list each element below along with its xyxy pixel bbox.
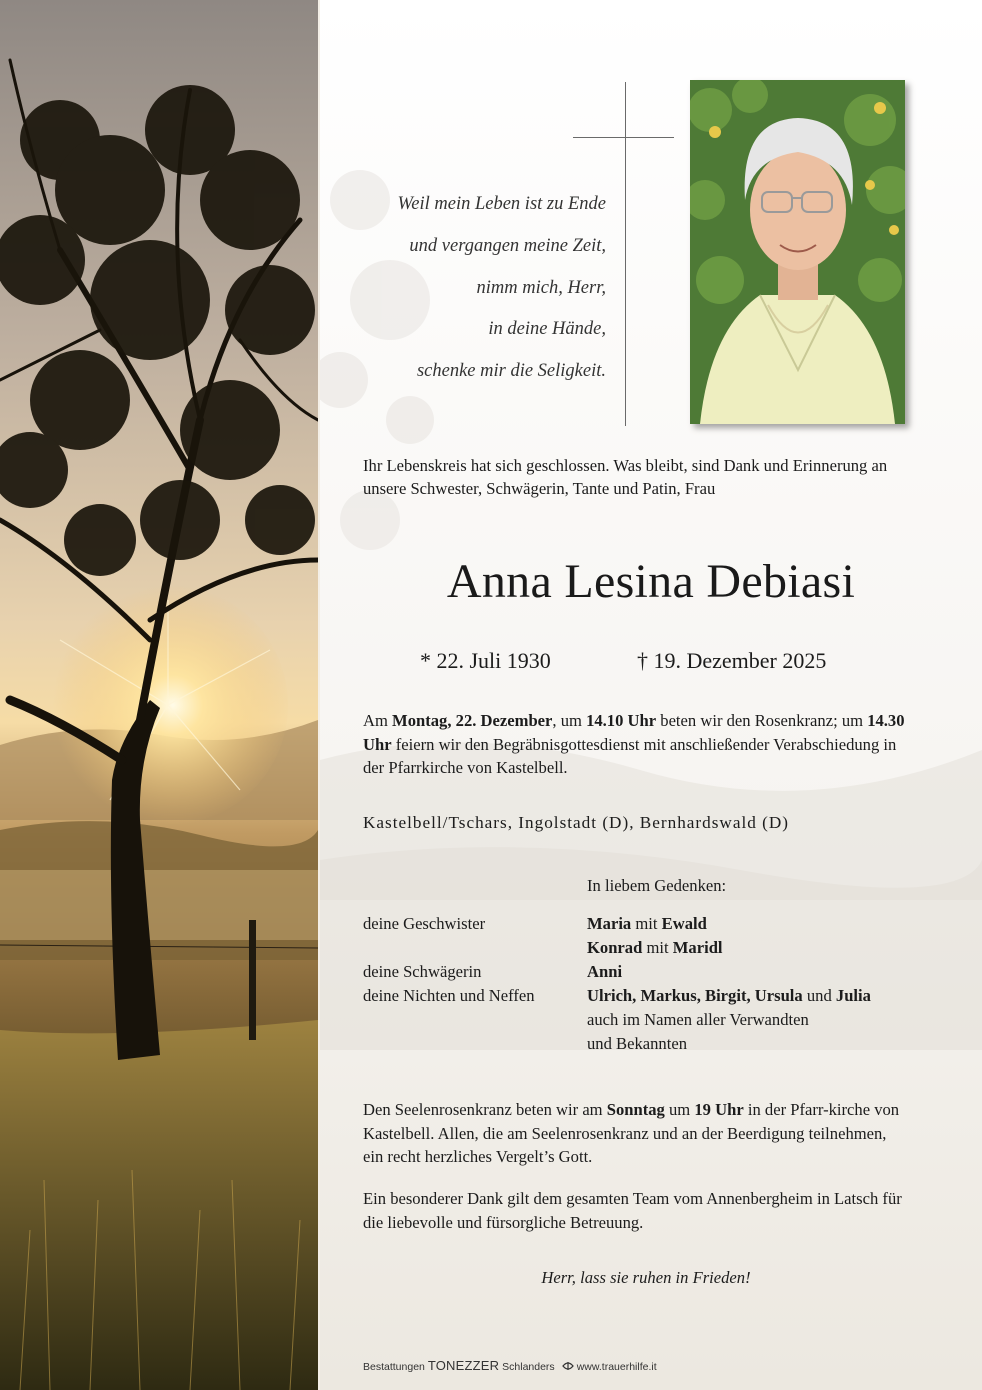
mourner-names <box>587 960 622 984</box>
trauerhilfe-logo-icon <box>561 1360 575 1372</box>
poem-line: in deine Hände, <box>488 319 606 340</box>
also-on-behalf: und Bekannten <box>587 1034 688 1053</box>
cross-horizontal-line <box>573 137 674 138</box>
mourner-name: Julia <box>835 986 871 1005</box>
service-text: feiern wir den Begräbnisgottesdienst mit anschließender Verabschiedung in der Pfarrkirche von Kastelbell. <box>363 734 897 777</box>
poem-line: nimm mich, Herr, <box>476 277 606 298</box>
mourner-names <box>587 936 723 960</box>
undertaker-footer <box>363 1358 657 1373</box>
footer-url[interactable]: www.trauerhilfe.it <box>576 1361 657 1373</box>
rosary-time: 19 Uhr <box>694 1100 744 1119</box>
footer-brand: TONEZZER <box>427 1358 500 1373</box>
also-on-behalf: auch im Namen aller Verwandten <box>587 1010 809 1029</box>
rosary-text: in der Pfarr-kirche von Kastelbell. Allen, die am Seelenrosenkranz und an der Beerdigung teilnehmen, ein recht herzliches Vergelt’s Gott. <box>363 1100 900 1166</box>
service-details <box>363 709 908 780</box>
rosary-text: Den Seelenrosenkranz beten wir am <box>363 1100 607 1119</box>
deceased-name: Anna Lesina Debiasi <box>446 555 856 608</box>
poem-line: und vergangen meine Zeit, <box>409 235 606 256</box>
poem-line: schenke mir die Seligkeit. <box>416 361 606 382</box>
rosary-day: Sonntag <box>606 1100 665 1119</box>
rosary-time: 14.10 Uhr <box>586 711 657 730</box>
mourner-name: Ewald <box>661 914 707 933</box>
mass-time: 14.30 Uhr <box>363 711 905 754</box>
mourner-name: Maria <box>587 914 632 933</box>
memorial-poem <box>330 184 606 393</box>
service-day: Montag, 22. Dezember <box>392 711 553 730</box>
service-text: , um <box>552 711 587 730</box>
thanks-text: Ein besonderer Dank gilt dem gesamten Team vom Annenbergheim in Latsch für die liebevolle und fürsorgliche Betreuung. <box>363 1189 902 1232</box>
mourners-heading: In liebem Gedenken: <box>587 876 727 895</box>
rosary-notice <box>363 1098 908 1169</box>
service-text: Am <box>363 711 393 730</box>
poem-line: Weil mein Leben ist zu Ende <box>397 194 606 214</box>
mourner-name: Ulrich, Markus, Birgit, Ursula <box>587 986 803 1005</box>
relation-label: deine Nichten und Neffen <box>363 986 535 1005</box>
cross-vertical-line <box>625 82 626 426</box>
connector-text: mit <box>631 914 662 933</box>
portrait-photo <box>690 80 905 424</box>
mourner-names <box>587 912 707 936</box>
death-date: † 19. Dezember 2025 <box>637 648 827 673</box>
birth-date: * 22. Juli 1930 <box>420 648 551 673</box>
connector-text: und <box>802 986 836 1005</box>
service-text: beten wir den Rosenkranz; um <box>656 711 868 730</box>
mourner-name: Anni <box>587 962 623 981</box>
family-places: Kastelbell/Tschars, Ingolstadt (D), Bernhardswald (D) <box>363 813 789 832</box>
mourner-name: Konrad <box>587 938 643 957</box>
mourner-name: Maridl <box>672 938 723 957</box>
connector-text: mit <box>642 938 673 957</box>
sunset-tree-photo <box>0 0 318 1390</box>
footer-prefix: Bestattungen <box>363 1361 428 1373</box>
relation-label: deine Schwägerin <box>363 962 482 981</box>
closing-prayer: Herr, lass sie ruhen in Frieden! <box>541 1268 751 1287</box>
footer-town: Schlanders <box>499 1361 555 1373</box>
intro-text: Ihr Lebenskreis hat sich geschlossen. Was bleibt, sind Dank und Erinnerung an unsere Schwester, Schwägerin, Tante und Patin, Frau <box>363 456 888 498</box>
mourner-names <box>587 984 871 1008</box>
rosary-text: um <box>664 1100 695 1119</box>
relation-label: deine Geschwister <box>363 914 486 933</box>
